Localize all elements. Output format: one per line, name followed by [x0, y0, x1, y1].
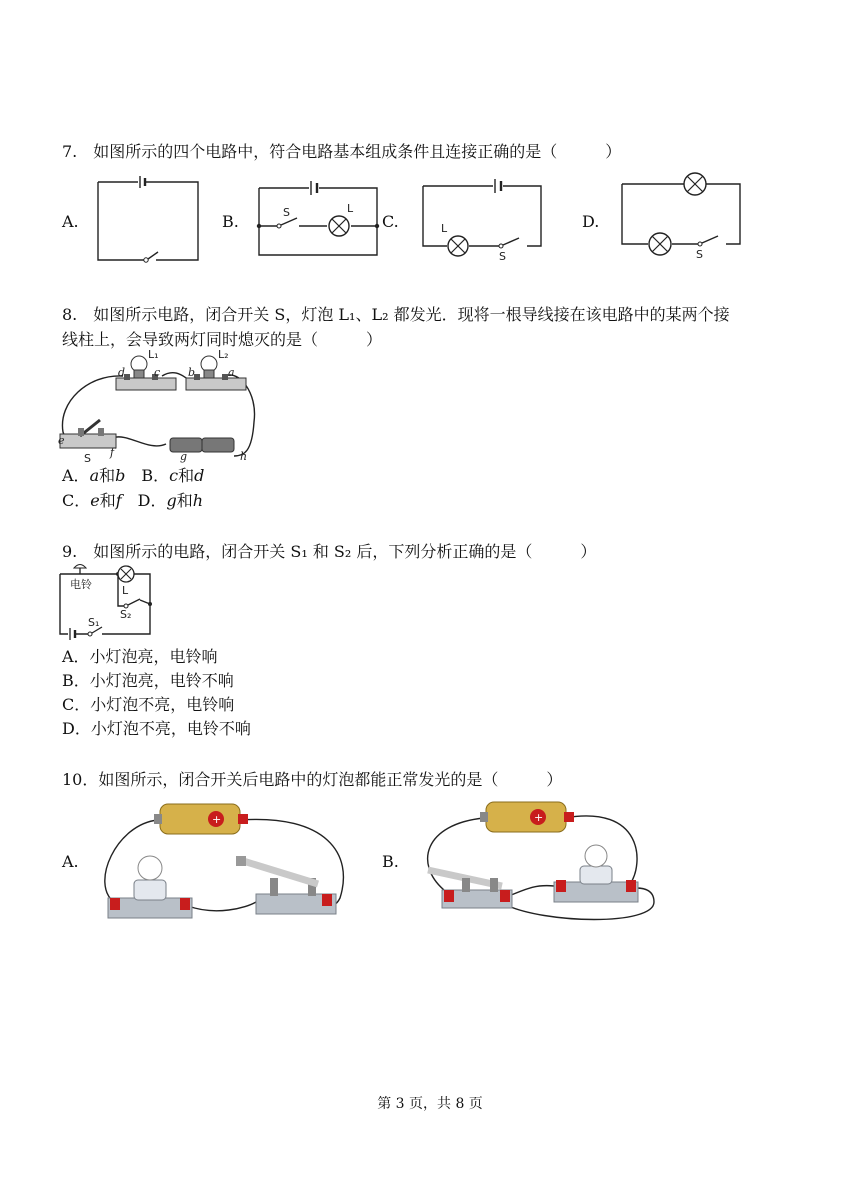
q7-option-c-label: C. [382, 212, 399, 231]
q8-label-a: a [228, 366, 235, 379]
q8-label-g: g [180, 450, 188, 463]
q9-option-d[interactable]: D．小灯泡不亮，电铃不响 [62, 719, 251, 738]
q8-options-row1 [62, 465, 204, 487]
q8-option-d-p1: g [166, 491, 177, 510]
q7-circuit-d [622, 170, 742, 260]
q8-option-d-and: 和 [176, 491, 193, 510]
q8-option-b-and: 和 [178, 466, 195, 485]
q8-option-b-p1: c [169, 466, 179, 485]
q8-option-a[interactable] [62, 466, 125, 485]
q8-option-c-p1: e [90, 491, 100, 510]
q9-option-b[interactable]: B．小灯泡亮，电铃不响 [62, 671, 234, 690]
q9-label-s2: S₂ [120, 608, 132, 621]
q8-options-row2 [62, 490, 203, 512]
q9-label-bell: 电铃 [70, 578, 92, 591]
q9-stem: 9. 如图所示的电路，闭合开关 S₁ 和 S₂ 后，下列分析正确的是（ ） [62, 542, 597, 561]
q8-option-a-letter: A． [62, 466, 90, 485]
q8-label-c: c [154, 366, 161, 379]
q8-label-s: S [84, 452, 91, 465]
q7-b-switch-label: S [283, 206, 290, 219]
q8-option-d[interactable] [138, 491, 203, 510]
q8-option-b-letter: B． [141, 466, 170, 485]
q8-option-a-and: 和 [99, 466, 116, 485]
q8-stem-line1: 8. 如图所示电路，闭合开关 S，灯泡 L₁、L₂ 都发光．现将一根导线接在该电路中的某两个接 [62, 305, 730, 324]
q8-option-b-p2: d [194, 466, 205, 485]
q8-option-c-letter: C． [62, 491, 91, 510]
q8-option-c-and: 和 [99, 491, 116, 510]
q7-circuit-c [423, 178, 543, 262]
q7-option-b-label: B. [222, 212, 239, 231]
q10-figure-b [404, 794, 664, 924]
q7-c-switch-label: S [499, 250, 506, 263]
q7-stem: 7. 如图所示的四个电路中，符合电路基本组成条件且连接正确的是（ ） [62, 142, 622, 161]
q8-label-b: b [188, 366, 196, 379]
q10-option-b-label: B. [382, 852, 399, 871]
q9-label-s1: S₁ [88, 616, 100, 629]
q8-option-d-p2: h [192, 491, 204, 510]
q8-label-d: d [118, 366, 126, 379]
q10-option-a-label: A. [62, 852, 79, 871]
q10-stem: 10．如图所示，闭合开关后电路中的灯泡都能正常发光的是（ ） [62, 770, 563, 789]
q8-option-a-p2: b [115, 466, 126, 485]
q8-figure [58, 348, 258, 465]
q8-option-c[interactable] [62, 491, 122, 510]
q7-option-d-label: D. [582, 212, 600, 231]
q8-label-f: f [110, 446, 115, 459]
q7-circuit-a [98, 176, 198, 266]
q10-figure-a [96, 794, 356, 924]
q8-option-c-p2: f [115, 491, 122, 510]
q7-d-switch-label: S [696, 248, 703, 261]
q7-c-lamp-label: L [441, 222, 448, 235]
q9-option-a[interactable]: A．小灯泡亮，电铃响 [62, 647, 218, 666]
q7-circuit-b [259, 180, 379, 260]
q8-label-h: h [240, 450, 248, 463]
q8-label-e: e [58, 434, 65, 447]
q8-option-b[interactable] [141, 466, 204, 485]
q8-option-a-p1: a [89, 466, 100, 485]
q9-option-c[interactable]: C．小灯泡不亮，电铃响 [62, 695, 235, 714]
q7-option-a-label: A. [62, 212, 79, 231]
q8-option-d-letter: D． [137, 491, 167, 510]
q8-stem-line2: 线柱上，会导致两灯同时熄灭的是（ ） [62, 330, 383, 349]
svg-text:+: + [212, 813, 222, 826]
q8-label-l2: L₂ [218, 348, 229, 361]
q8-label-l1: L₁ [148, 348, 159, 361]
page-footer: 第 3 页，共 8 页 [377, 1096, 483, 1112]
q9-figure [58, 564, 158, 638]
q7-b-lamp-label: L [347, 202, 354, 215]
svg-text:+: + [534, 811, 544, 824]
q9-label-l: L [122, 584, 129, 597]
